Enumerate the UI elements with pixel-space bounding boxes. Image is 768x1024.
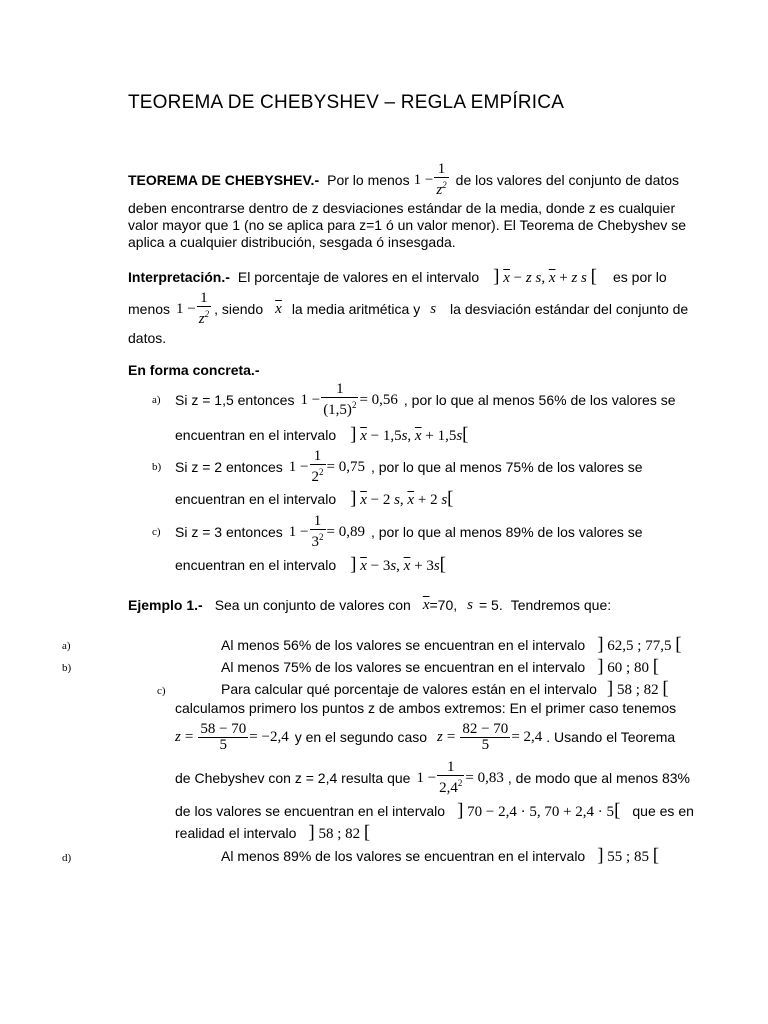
example-item-c-line5 — [175, 800, 694, 822]
example-label: Ejemplo 1.- — [128, 597, 203, 613]
formula-one-minus: 1 − — [413, 171, 434, 188]
concrete-text: Si z = 2 entonces — [175, 459, 283, 475]
interval-value: ] 70 − 2,4 · 5, 70 + 2,4 · 5[ — [457, 800, 621, 821]
interval-value: ] 55 ; 85 [ — [597, 845, 660, 866]
paragraph-line: deben encontrarse dentro de z desviaciones estándar de la media, donde z es cualquier — [128, 200, 676, 216]
chebyshev-paragraph — [128, 200, 686, 251]
chebyshev-statement — [128, 160, 679, 200]
formula-result: = 0,56 — [359, 391, 398, 408]
fraction: $\frac{1}{2,4^2}$ — [439, 759, 463, 796]
interpretation-text: menos — [128, 301, 171, 317]
concrete-item-a — [152, 380, 676, 420]
formula-result: = 2,4 — [511, 728, 543, 745]
concrete-text: , por lo que al menos 89% de los valores se — [370, 524, 643, 540]
interpretation-line1 — [128, 266, 667, 288]
example-item-c-line6 — [175, 822, 370, 844]
example-text: Al menos 89% de los valores se encuentran en el intervalo — [221, 848, 586, 864]
interpretation-text: El porcentaje de valores en el intervalo — [237, 269, 480, 285]
chebyshev-label: TEOREMA DE CHEBYSHEV.- — [128, 172, 320, 188]
example-text: Al menos 56% de los valores se encuentran en el intervalo — [221, 637, 586, 653]
formula-one-minus: 1 − — [288, 523, 309, 540]
formula-one-minus: 1 − — [300, 391, 321, 408]
concrete-text: encuentran en el intervalo — [175, 491, 337, 507]
page-title: TEOREMA DE CHEBYSHEV – REGLA EMPÍRICA — [128, 92, 565, 113]
equals: = — [446, 728, 456, 745]
list-marker: a) — [62, 640, 71, 652]
concrete-text: encuentran en el intervalo — [175, 427, 337, 443]
interval-formula: ] $\overline{x} - 1,5s$, $\overline{x} + 1,5s$[ — [350, 424, 469, 445]
fraction: $\frac{1}{(1,5)^2}$ — [323, 381, 357, 418]
example-item-d — [221, 845, 659, 867]
example-text: Tendremos que: — [510, 597, 612, 613]
mean-symbol: $\overline{x}$ — [275, 300, 282, 317]
example-text: de Chebyshev con z = 2,4 resulta que — [175, 770, 411, 786]
z-symbol: z — [175, 728, 181, 745]
fraction: $\frac{58 - 70}{5}$ — [200, 720, 247, 753]
fraction: $\frac{82 - 70}{5}$ — [462, 720, 509, 753]
interval-value: ] 58 ; 82 [ — [606, 678, 669, 699]
fraction-1-over-z2: $\frac{1}{z^2}$ — [436, 161, 447, 198]
paragraph-line: aplica a cualquier distribución, sesgada ó insesgada. — [128, 234, 456, 250]
interval-value: ] 58 ; 82 [ — [308, 822, 371, 843]
concrete-label: En forma concreta.- — [128, 362, 260, 378]
example-text: Sea un conjunto de valores con — [214, 597, 411, 613]
fraction: $\frac{1}{3^2}$ — [311, 513, 324, 550]
example-item-c-zscores — [175, 716, 675, 758]
z-symbol: z — [437, 728, 443, 745]
list-marker: a) — [152, 394, 161, 406]
example-text: , de modo que al menos 83% — [507, 770, 690, 786]
example-text: Al menos 75% de los valores se encuentran en el intervalo — [221, 659, 586, 675]
example-text: realidad el intervalo — [175, 825, 297, 841]
formula-result: = 0,83 — [465, 769, 504, 786]
interpretation-text: es por lo — [612, 269, 667, 285]
concrete-item-b — [152, 448, 643, 486]
concrete-text: Si z = 3 entonces — [175, 524, 283, 540]
fraction-1-over-z2: $\frac{1}{z^2}$ — [198, 290, 210, 327]
sd-value: = 5. — [478, 597, 503, 613]
formula-one-minus: 1 − — [176, 300, 196, 317]
concrete-text: , por lo que al menos 75% de los valores se — [370, 459, 643, 475]
concrete-text: Si z = 1,5 entonces — [175, 392, 295, 408]
interval-value: ] 60 ; 80 [ — [597, 656, 660, 677]
chebyshev-text: Por lo menos — [327, 172, 410, 188]
example-text: Para calcular qué porcentaje de valores están en el intervalo — [221, 681, 597, 697]
formula-one-minus: 1 − — [416, 769, 437, 786]
list-marker: c) — [157, 685, 166, 697]
mean-symbol: $\overline{x}$ — [422, 596, 430, 613]
equals: = — [184, 728, 194, 745]
example-heading — [128, 594, 611, 616]
concrete-item-c-line2 — [175, 554, 446, 576]
sd-symbol: s — [467, 596, 473, 613]
example-text: . Usando el Teorema — [546, 729, 676, 745]
example-item-b — [221, 656, 659, 678]
list-marker: b) — [152, 461, 162, 473]
interval-value: ] 62,5 ; 77,5 [ — [597, 634, 682, 655]
concrete-text: , por lo que al menos 56% de los valores se — [403, 392, 676, 408]
mean-value: =70, — [429, 597, 458, 613]
concrete-item-c — [152, 512, 643, 552]
list-marker: d) — [62, 852, 72, 864]
example-item-a — [221, 634, 682, 656]
concrete-item-b-line2 — [175, 488, 453, 510]
example-text: de los valores se encuentran en el intervalo — [175, 803, 446, 819]
interpretation-line2 — [128, 290, 688, 328]
formula-result: = 0,75 — [326, 458, 365, 475]
list-marker: c) — [152, 526, 161, 538]
sd-symbol: s — [430, 300, 437, 317]
interval-formula: ] $\overline{x} - z$ s, $\overline{x} + z$ s [ — [493, 266, 597, 287]
fraction: $\frac{1}{2^2}$ — [311, 448, 324, 485]
formula-result: = 0,89 — [326, 523, 365, 540]
example-text: y en el segundo caso — [294, 729, 428, 745]
paragraph-line: valor mayor que 1 (no se aplica para z=1 ó un valor menor). El Teorema de Chebyshev se — [128, 217, 687, 233]
example-item-c-line1 — [221, 678, 669, 700]
interpretation-text: , siendo — [214, 301, 264, 317]
interpretation-text: la desviación estándar del conjunto de — [450, 301, 689, 317]
example-text: que es en — [632, 803, 694, 819]
interpretation-text: la media aritmética y — [291, 301, 421, 317]
concrete-text: encuentran en el intervalo — [175, 557, 337, 573]
chebyshev-text-end: de los valores del conjunto de datos — [455, 172, 680, 188]
interval-formula: ] $\overline{x} - 2$ s, $\overline{x} + 2$ s[ — [350, 488, 454, 509]
interpretation-label: Interpretación.- — [128, 269, 230, 285]
formula-one-minus: 1 − — [288, 458, 309, 475]
interpretation-text-end: datos. — [128, 330, 167, 346]
formula-result: = −2,4 — [249, 728, 289, 745]
example-item-c-line4 — [175, 758, 690, 798]
interval-formula: ] $\overline{x} - 3s$, $\overline{x} + 3s$[ — [350, 554, 446, 575]
list-marker: b) — [62, 662, 72, 674]
example-text: calculamos primero los puntos z de ambos extremos: En el primer caso tenemos — [175, 700, 677, 716]
concrete-item-a-line2 — [175, 424, 468, 446]
